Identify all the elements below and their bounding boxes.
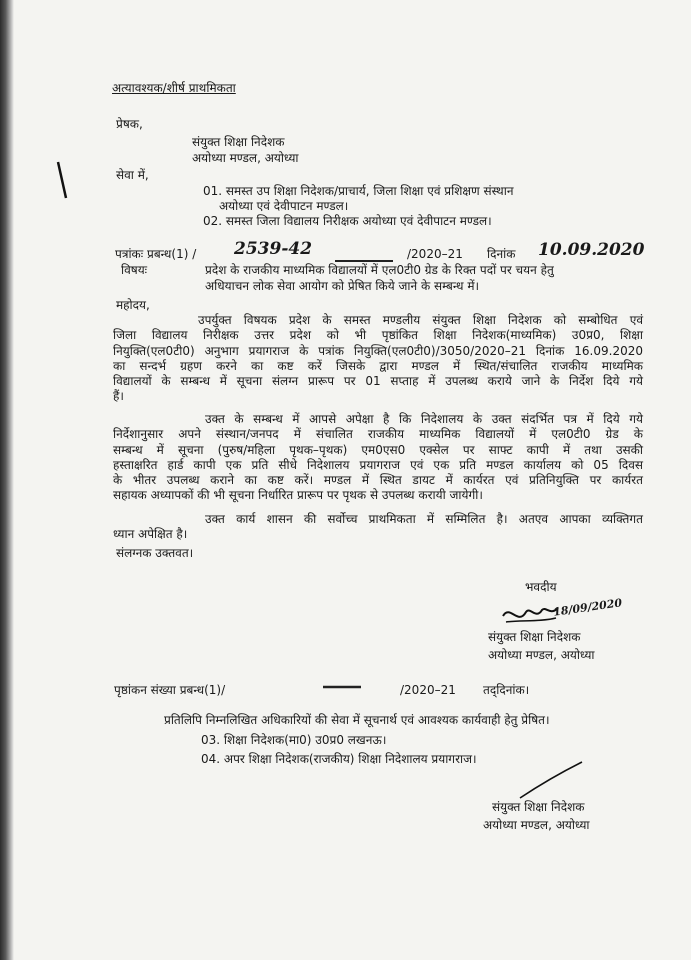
pen-mark xyxy=(55,160,69,200)
paragraph-line: के भीतर उपलब्ध कराने का कष्ट करें। मण्डल में स्थित डायट में कार्यरत एवं प्रतिनियुक्ति पर कार्यरत xyxy=(113,473,643,488)
paragraph-line: ध्यान अपेक्षित है। xyxy=(113,527,188,542)
paragraph-line: सम्बन्ध में सूचना (पुरुष/महिला पृथक–पृथक) एम0एस0 एक्सेल पर साफ्ट कापी में तथा उसकी xyxy=(113,442,643,457)
body-paragraph-1 xyxy=(113,313,643,405)
subject-line-1: प्रदेश के राजकीय माध्यमिक विद्यालयों में एल0टी0 ग्रेड के रिक्त पदों पर चयन हेतु xyxy=(205,263,554,277)
signature-date: 18/09/2020 xyxy=(552,596,623,619)
closing-office: अयोध्या मण्डल, अयोध्या xyxy=(488,648,595,662)
subject-line-2: अधियाचन लोक सेवा आयोग को प्रेषित किये जाने के सम्बन्ध में। xyxy=(205,279,480,293)
closing-designation: संयुक्त शिक्षा निदेशक xyxy=(488,630,581,644)
enclosure-note: संलग्नक उक्तवत। xyxy=(116,546,194,560)
endorsement-office: अयोध्या मण्डल, अयोध्या xyxy=(483,818,590,832)
sender-office: अयोध्या मण्डल, अयोध्या xyxy=(192,151,299,165)
recipients-label: सेवा में, xyxy=(116,168,149,182)
endorsement-designation: संयुक्त शिक्षा निदेशक xyxy=(492,800,585,814)
letter-date-label: दिनांक xyxy=(487,247,516,261)
paragraph-line: जिला विद्यालय निरीक्षक उत्तर प्रदेश को भी पृष्ठांकित शिक्षा निदेशक(माध्यमिक) उ0प्र0, शिक्षा xyxy=(113,328,643,343)
scribble-line xyxy=(323,684,363,690)
endorsement-item-4: 04. अपर शिक्षा निदेशक(राजकीय) शिक्षा निदेशालय प्रयागराज। xyxy=(201,752,477,766)
paragraph-line: का सन्दर्भ ग्रहण करने का कष्ट करें जिसके द्वारा मण्डल में स्थित/संचालित राजकीय माध्यमिक xyxy=(113,358,643,373)
endorsement-prefix: पृष्ठांकन संख्या प्रबन्ध(1)/ xyxy=(114,683,226,697)
paragraph-line: नियुक्ति(एल0टी0) अनुभाग प्रयागराज के पत्रांक नियुक्ति(एल0टी0)/3050/2020–21 दिनांक 16.09.2020 xyxy=(113,343,643,358)
endorsement-item-3: 03. शिक्षा निदेशक(मा0) उ0प्र0 लखनऊ। xyxy=(201,733,387,747)
body-paragraph-2 xyxy=(113,412,643,504)
subject-label: विषयः xyxy=(121,263,148,277)
paragraph-line: उक्त के सम्बन्ध में आपसे अपेक्षा है कि निदेशालय के उक्त संदर्भित पत्र में दिये गये xyxy=(205,412,643,426)
endorsement-date-label: तद्‌दिनांक। xyxy=(483,683,530,697)
paragraph-line: विद्यालयों के सम्बन्ध में सूचना संलग्न प्रारूप पर 01 सप्ताह में उपलब्ध कराये जाने के निर्देश दिये गये xyxy=(113,374,643,389)
paragraph-line: उपर्युक्त विषयक प्रदेश के समस्त मण्डलीय संयुक्त शिक्षा निदेशक को सम्बोधित एवं xyxy=(198,313,643,327)
paragraph-line: हैं। xyxy=(113,389,124,404)
closing-yours: भवदीय xyxy=(525,580,557,594)
letter-date: 10.09.2020 xyxy=(538,240,645,260)
recipient-item-2: 02. समस्त जिला विद्यालय निरीक्षक अयोध्या एवं देवीपाटन मण्डल। xyxy=(203,214,492,228)
body-paragraph-3 xyxy=(113,512,643,543)
endorsement-year: /2020–21 xyxy=(400,683,456,697)
recipient-item-1: 01. समस्त उप शिक्षा निदेशक/प्राचार्य, जिला शिक्षा एवं प्रशिक्षण संस्थान xyxy=(203,184,514,198)
paragraph-line: निर्देशानुसार अपने संस्थान/जनपद में संचालित राजकीय माध्यमिक विद्यालयों में एल0टी0 ग्रेड के xyxy=(113,427,643,442)
endorsement-intro: प्रतिलिपि निम्नलिखित अधिकारियों की सेवा में सूचनार्थ एवं आवश्यक कार्यवाही हेतु प्रेषित। xyxy=(164,713,550,727)
paragraph-line: उक्त कार्य शासन की सर्वोच्च प्राथमिकता में सम्मिलित है। अतएव आपका व्यक्तिगत xyxy=(205,512,643,526)
scan-edge xyxy=(0,0,14,960)
priority-heading: अत्यावश्यक/शीर्ष प्राथमिकता xyxy=(112,81,236,95)
signature xyxy=(500,598,560,628)
sender-designation: संयुक्त शिक्षा निदेशक xyxy=(192,135,285,149)
recipient-item-1-cont: अयोध्या एवं देवीपाटन मण्डल। xyxy=(219,199,349,213)
sender-label: प्रेषक, xyxy=(116,117,143,131)
paragraph-line: हस्ताक्षरित हार्ड कापी एक प्रति सीधे निदेशालय प्रयागराज एवं एक प्रति मण्डल कार्यालय को 05 दिवस xyxy=(113,457,643,472)
letter-ref-number: 2539-42 xyxy=(234,239,313,259)
letter-ref-year: /2020–21 xyxy=(407,247,463,261)
paragraph-line: सहायक अध्यापकों की भी सूचना निर्धारित प्रारूप पर पृथक से उपलब्ध करायी जायेगी। xyxy=(113,488,483,503)
signature xyxy=(518,760,584,800)
salutation: महोदय, xyxy=(116,298,150,312)
letter-ref-prefix: पत्रांकः प्रबन्ध(1) / xyxy=(115,247,197,261)
